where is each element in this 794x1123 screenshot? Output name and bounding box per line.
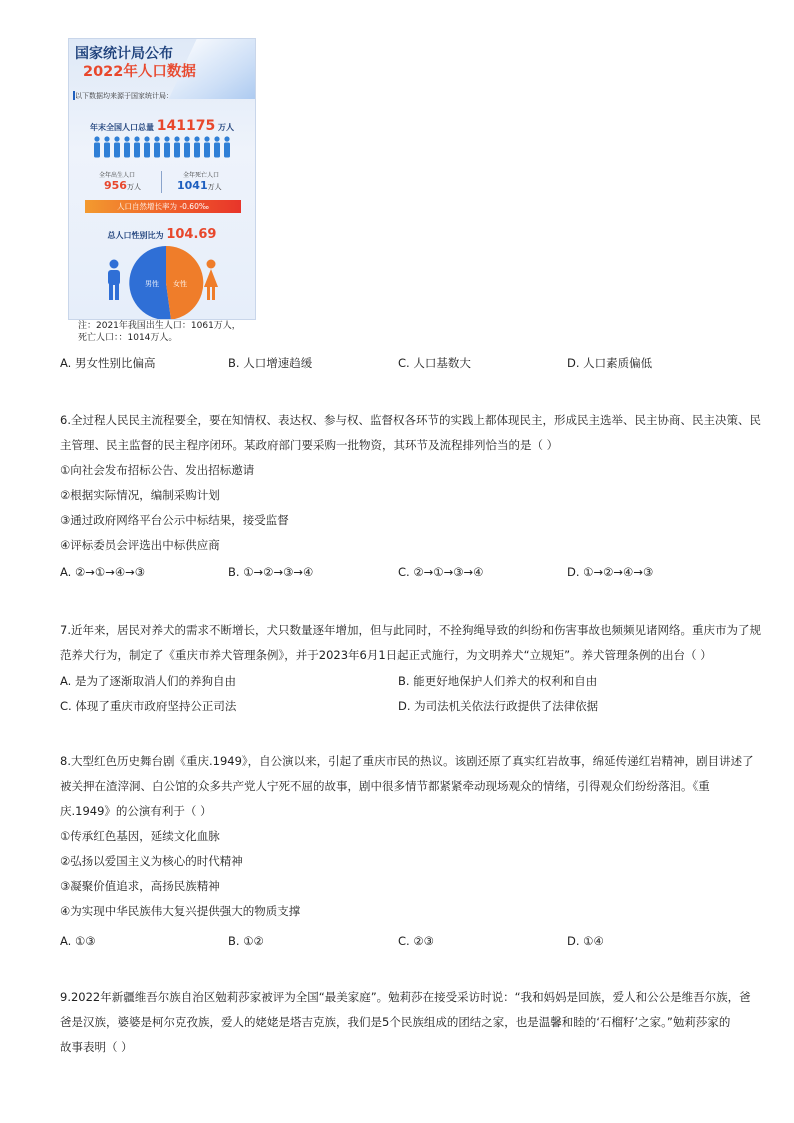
male-figure-icon [105,259,123,301]
total-unit: 万人 [218,123,235,132]
q7-option-b: B. 能更好地保护人们养犬的权利和自由 [398,674,598,688]
q5-option-b: B. 人口增速趋缓 [228,356,313,370]
infographic-subtitle: 2022年人口数据 [83,64,196,80]
natural-growth-rate-bar: 人口自然增长率为 -0.60‰ [85,200,241,213]
person-icon [94,136,100,157]
sex-ratio-pie [127,244,205,320]
q6-item-2: ②根据实际情况，编制采购计划 [60,488,220,502]
q5-option-d: D. 人口素质偏低 [567,356,653,370]
infographic-note [78,320,241,344]
q6-item-3: ③通过政府网络平台公示中标结果，接受监督 [60,513,289,527]
person-icon [164,136,170,157]
q6-item-4: ④评标委员会评选出中标供应商 [60,538,220,552]
q8-option-b: B. ①② [228,934,264,948]
q5-option-a: A. 男女性别比偏高 [60,356,156,370]
q6-option-a: A. ②→①→④→③ [60,565,146,579]
person-icon [134,136,140,157]
total-label: 年末全国人口总量 [89,123,154,132]
female-figure-icon [202,259,220,301]
sex-ratio: 总人口性别比为 104.69 [107,227,217,242]
q6-stem: 6.全过程人民民主流程要全，要在知情权、表达权、参与权、监督权各环节的实践上都体现民主，形成民主选举、民主协商、民主决策、民 主管理、民主监督的民主程序闭环。某政府部门要采购一批物资，其环节及流程排列恰当的是（ ） ①向社会发布招标公告、发出招标邀请 ②根据实际情况，编制采购计划 ③通过政府网络平台公示中标结果，接受监督 ④评标委员会评选出中标供应商 [60,408,761,558]
person-icon [144,136,150,157]
population-infographic [68,38,256,320]
q7-option-a: A. 是为了逐渐取消人们的养狗自由 [60,674,236,688]
death-label: 全年死亡人口 [183,172,220,179]
infographic-title: 国家统计局公布 [75,46,173,62]
birth-label: 全年出生人口 [99,172,136,179]
total-population [69,118,255,134]
q8-option-a: A. ①③ [60,934,96,948]
person-icon [124,136,130,157]
q6-option-b: B. ①→②→③→④ [228,565,314,579]
person-icon [104,136,110,157]
divider [161,171,162,193]
person-icon [154,136,160,157]
person-icon [204,136,210,157]
pie-label-male: 男性 [145,280,159,288]
person-icon [224,136,230,157]
q6-option-c: C. ②→①→③→④ [398,565,484,579]
q6-item-1: ①向社会发布招标公告、发出招标邀请 [60,463,255,477]
q8-stem: 8.大型红色历史舞台剧《重庆.1949》，自公演以来，引起了重庆市民的热议。该剧还原了真实红岩故事，绵延传递红岩精神，剧目讲述了 被关押在渣滓洞、白公馆的众多共产党人宁死不屈的故事，剧中很多情节都紧紧牵动现场观众的情绪，引得观众们纷纷落泪。《重 庆.1949》的公演有利于（ ） ①传承红色基因，延续文化血脉 ②弘扬以爱国主义为核心的时代精神 ③凝聚价值追求，高扬民族精神 ④为实现中华民族伟大复兴提供强大的物质支撑 [60,749,754,924]
q8-item-3: ③凝聚价值追求，高扬民族精神 [60,879,220,893]
q6-option-d: D. ①→②→④→③ [567,565,654,579]
q7-option-c: C. 体现了重庆市政府坚持公正司法 [60,699,237,713]
q7-option-d: D. 为司法机关依法行政提供了法律依据 [398,699,599,713]
total-value: 141175 [156,118,216,134]
q8-option-d: D. ①④ [567,934,604,948]
pie-label-female: 女性 [173,280,187,288]
q8-item-1: ①传承红色基因，延续文化血脉 [60,829,220,843]
q8-item-2: ②弘扬以爱国主义为核心的时代精神 [60,854,243,868]
person-icon [184,136,190,157]
q8-item-4: ④为实现中华民族伟大复兴提供强大的物质支撑 [60,904,301,918]
birth-value: 956万人 [104,179,141,192]
note-line-2: 死亡人口：：1014万人。 [78,333,178,343]
death-value: 1041万人 [177,179,222,192]
q5-option-c: C. 人口基数大 [398,356,471,370]
person-icon [114,136,120,157]
note-line-1: 注：2021年我国出生人口：1061万人， [78,321,241,331]
q9-stem: 9.2022年新疆维吾尔族自治区勉莉莎家被评为全国“最美家庭”。勉莉莎在接受采访时说：“我和妈妈是回族，爱人和公公是维吾尔族，爸 爸是汉族，婆婆是柯尔克孜族，爱人的姥姥是塔吉克族，我们是5个民族组成的团结之家，也是温馨和睦的‘石榴籽’之家。”勉莉莎家的 故事表明（ ） [60,990,751,1054]
person-icon [214,136,220,157]
q7-stem: 7.近年来，居民对养犬的需求不断增长，犬只数量逐年增加，但与此同时，不拴狗绳导致的纠纷和伤害事故也频频见诸网络。重庆市为了规 范养犬行为，制定了《重庆市养犬管理条例》，并于2023年6月1日起正式施行，为文明养犬“立规矩”。养犬管理条例的出台（ ） [60,623,761,662]
person-icon [194,136,200,157]
person-icon [174,136,180,157]
people-icons [93,136,233,158]
source-text: 以下数据均来源于国家统计局： [75,92,173,100]
q8-option-c: C. ②③ [398,934,434,948]
